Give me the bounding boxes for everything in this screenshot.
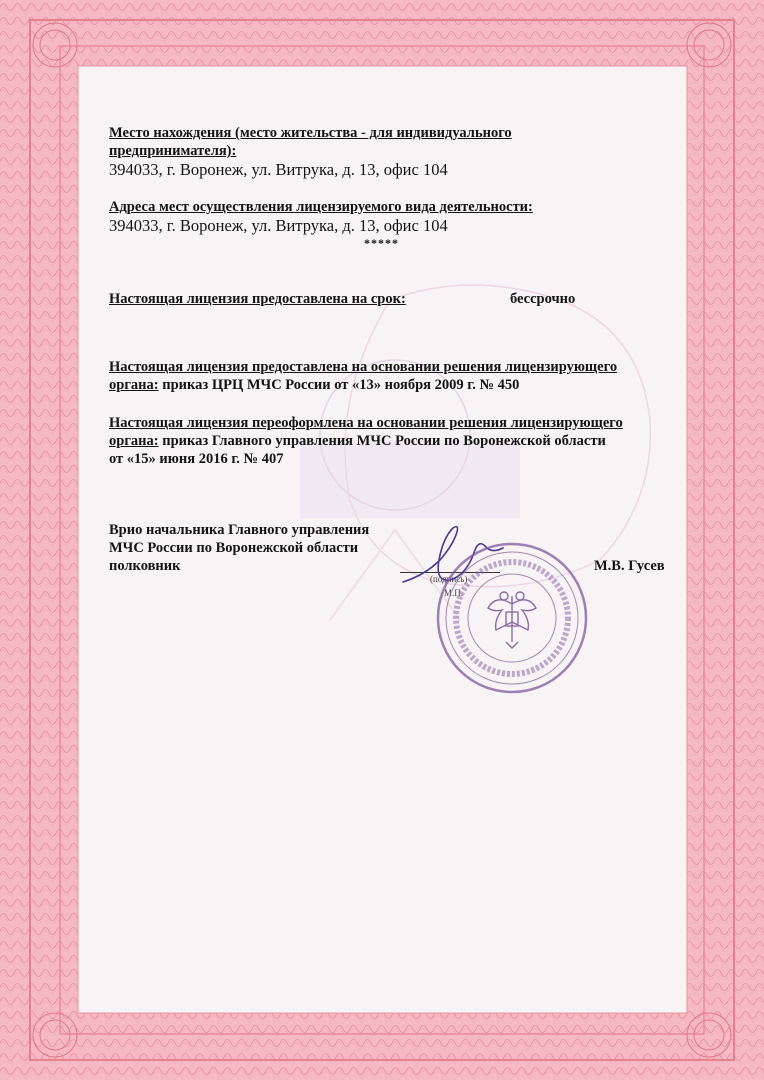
reissue-basis-line1: Настоящая лицензия переоформлена на основании решения лицензирующего [109, 415, 623, 431]
grant-basis-line2 [109, 376, 519, 394]
signatory-name: М.В. Гусев [594, 558, 665, 574]
reissue-basis-line3: от «15» июня 2016 г. № 407 [109, 451, 284, 467]
grant-basis-order: приказ ЦРЦ МЧС России от «13» ноября 2009 г. № 450 [162, 377, 520, 393]
official-seal [432, 538, 592, 698]
signatory-position-line2: МЧС России по Воронежской области [109, 540, 359, 556]
signature-caption: (подпись) [430, 574, 468, 584]
grant-basis-organ-label: органа: [109, 377, 159, 393]
term-label: Настоящая лицензия предоставлена на срок: [109, 291, 406, 307]
activity-address-label: Адреса мест осуществления лицензируемого вида деятельности: [109, 199, 533, 215]
location-label-line2: предпринимателя): [109, 143, 237, 159]
term-value: бессрочно [510, 291, 576, 307]
reissue-basis-order: приказ Главного управления МЧС России по Воронежской области [162, 433, 606, 449]
location-value: 394033, г. Воронеж, ул. Витрука, д. 13, офис 104 [109, 160, 448, 179]
activity-address-value: 394033, г. Воронеж, ул. Витрука, д. 13, офис 104 [109, 216, 448, 235]
reissue-basis-organ-label: органа: [109, 433, 159, 449]
location-label-line1: Место нахождения (место жительства - для индивидуального [109, 125, 512, 141]
reissue-basis-line2 [109, 432, 606, 450]
signatory-rank: полковник [109, 558, 181, 574]
signatory-position-line1: Врио начальника Главного управления [109, 522, 370, 538]
grant-basis-line1: Настоящая лицензия предоставлена на основании решения лицензирующего [109, 359, 618, 375]
separator-stars: ***** [364, 236, 399, 250]
seal-caption: М.П. [444, 588, 464, 598]
